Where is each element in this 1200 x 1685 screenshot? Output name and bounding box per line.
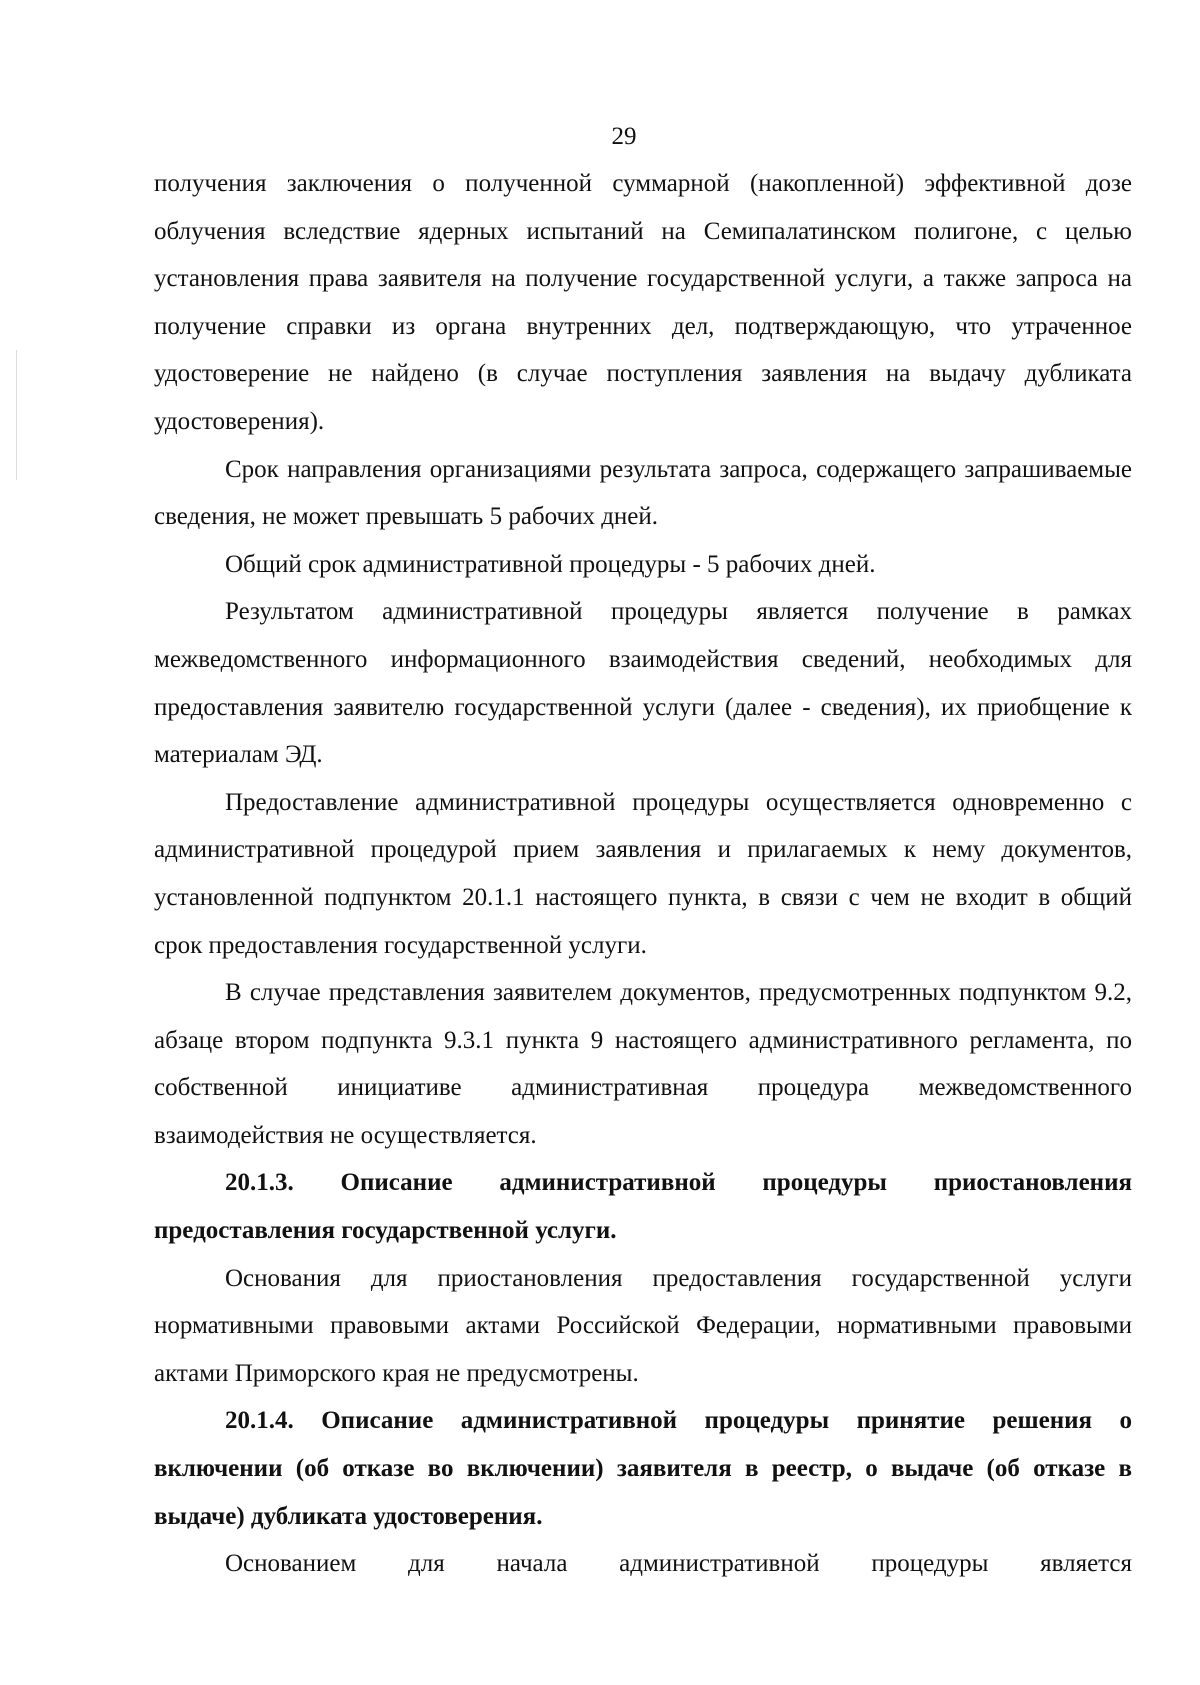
section-heading-20-1-3: 20.1.3. Описание административной процедуры приостановления предоставления государственной услуги.	[154, 1169, 1132, 1245]
paragraph-2: Срок направления организациями результата запроса, содержащего запрашиваемые сведения, не может превышать 5 рабочих дней.	[154, 455, 1132, 531]
scan-margin-mark	[16, 350, 17, 480]
paragraph-6: В случае представления заявителем документов, предусмотренных подпунктом 9.2, абзаце втором подпункта 9.3.1 пункта 9 настоящего административного регламента, по собственной инициативе административная процедура межведомственного взаимодействия не осуществляется.	[154, 979, 1132, 1149]
paragraph-8-continues: Основанием для начала административной процедуры является	[225, 1550, 1132, 1578]
section-heading-20-1-4: 20.1.4. Описание административной процедуры принятие решения о включении (об отказе во включении) заявителя в реестр, о выдаче (об отказе в выдаче) дубликата удостоверения.	[154, 1407, 1132, 1530]
paragraph-1: получения заключения о полученной суммарной (накопленной) эффективной дозе облучения вследствие ядерных испытаний на Семипалатинском полигоне, с целью установления права заявителя на получение государственной услуги, а также запроса на получение справки из органа внутренних дел, подтверждающую, что утраченное удостоверение не найдено (в случае поступления заявления на выдачу дубликата удостоверения).	[154, 170, 1132, 435]
paragraph-7: Основания для приостановления предоставления государственной услуги нормативными правовыми актами Российской Федерации, нормативными правовыми актами Приморского края не предусмотрены.	[154, 1264, 1132, 1387]
paragraph-3: Общий срок административной процедуры - 5 рабочих дней.	[225, 550, 876, 578]
document-body	[154, 160, 1132, 1588]
page-number: 29	[611, 123, 637, 150]
paragraph-4: Результатом административной процедуры является получение в рамках межведомственного информационного взаимодействия сведений, необходимых для предоставления заявителю государственной услуги (далее - сведения), их приобщение к материалам ЭД.	[154, 598, 1132, 769]
paragraph-5: Предоставление административной процедуры осуществляется одновременно с административной процедурой прием заявления и прилагаемых к нему документов, установленной подпунктом 20.1.1 настоящего пункта, в связи с чем не входит в общий срок предоставления государственной услуги.	[154, 788, 1132, 959]
